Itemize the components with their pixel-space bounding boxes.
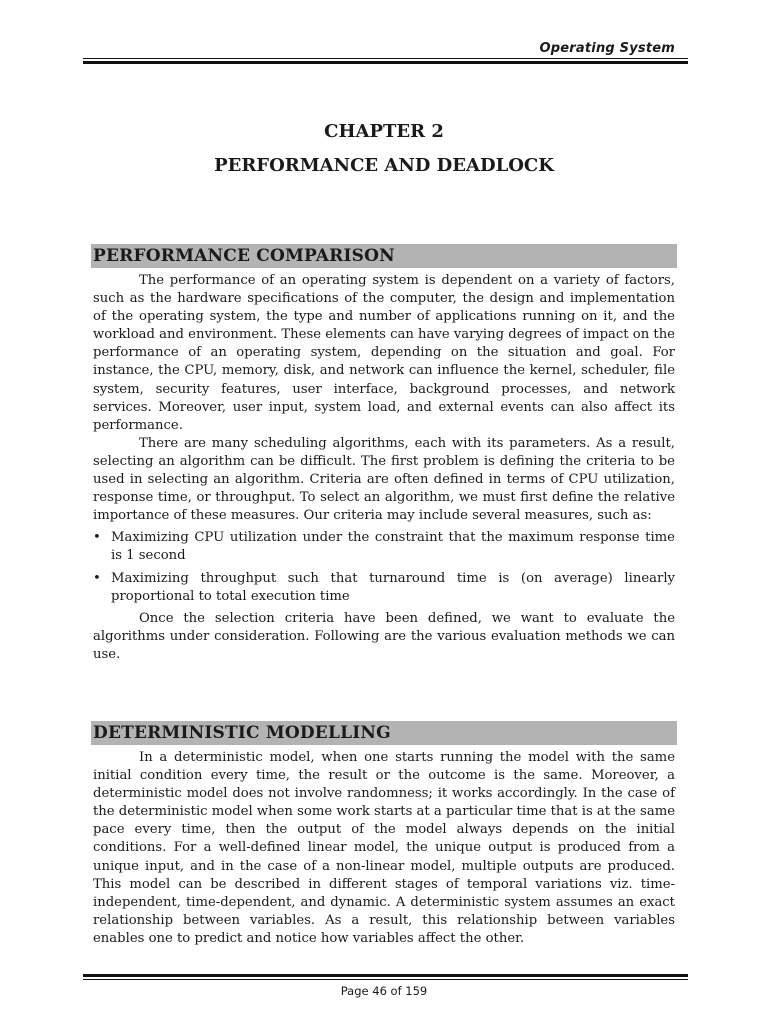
paragraph: There are many scheduling algorithms, each with its parameters. As a result, selecting an algorithm can be difficult. The first problem is defining the criteria to be used in selecting an algorithm. Criteria are often defined in terms of CPU utilization, response time, or throughput. To select an algorithm, we must first define the relative importance of these measures. Our criteria may include several measures, such as: (93, 435, 675, 524)
list-item-text: Maximizing throughput such that turnaround time is (on average) linearly proportional to total execution time (111, 570, 675, 604)
footer-rule-thin (83, 979, 688, 980)
header-rule-thin (83, 58, 688, 59)
section-heading-deterministic-modelling: DETERMINISTIC MODELLING (91, 721, 677, 745)
list-item (93, 529, 675, 565)
section-body-deterministic-modelling (93, 749, 675, 948)
page-number: Page 46 of 159 (340, 984, 428, 998)
paragraph: In a deterministic model, when one starts running the model with the same initial condition every time, the result or the outcome is the same. Moreover, a deterministic model does not involve randomness; it works accordingly. In the case of the deterministic model when some work starts at a particular time that is at the same pace every time, then the output of the model always depends on the initial conditions. For a well-defined linear model, the unique output is produced from a unique input, and in the case of a non-linear model, multiple outputs are produced. This model can be described in different stages of temporal variations viz. time-independent, time-dependent, and dynamic. A deterministic system assumes an exact relationship between variables. As a result, this relationship between variables enables one to predict and notice how variables affect the other. (93, 750, 675, 946)
list-item-text: Maximizing CPU utilization under the constraint that the maximum response time is 1 second (111, 530, 675, 564)
paragraph: Once the selection criteria have been defined, we want to evaluate the algorithms under consideration. Following are the various evaluation methods we can use. (93, 610, 675, 662)
chapter-title: PERFORMANCE AND DEADLOCK (214, 155, 554, 176)
bullet-icon: • (93, 530, 101, 546)
bullet-icon: • (93, 570, 101, 586)
section-heading-performance-comparison: PERFORMANCE COMPARISON (91, 244, 677, 268)
header-rule-thick (83, 61, 688, 64)
criteria-list (93, 529, 675, 605)
chapter-number: CHAPTER 2 (324, 121, 444, 142)
section-body-performance-comparison (93, 272, 675, 664)
footer-rule-thick (83, 974, 688, 977)
running-header-title: Operating System (539, 41, 675, 56)
list-item (93, 570, 675, 606)
paragraph: The performance of an operating system is dependent on a variety of factors, such as the hardware specifications of the computer, the design and implementation of the operating system, the type and number of applications running on it, and the workload and environment. These elements can have varying degrees of impact on the performance of an operating system, depending on the situation and goal. For instance, the CPU, memory, disk, and network can influence the kernel, scheduler, file system, security features, user interface, background processes, and network services. Moreover, user input, system load, and external events can also affect its performance. (93, 273, 675, 433)
